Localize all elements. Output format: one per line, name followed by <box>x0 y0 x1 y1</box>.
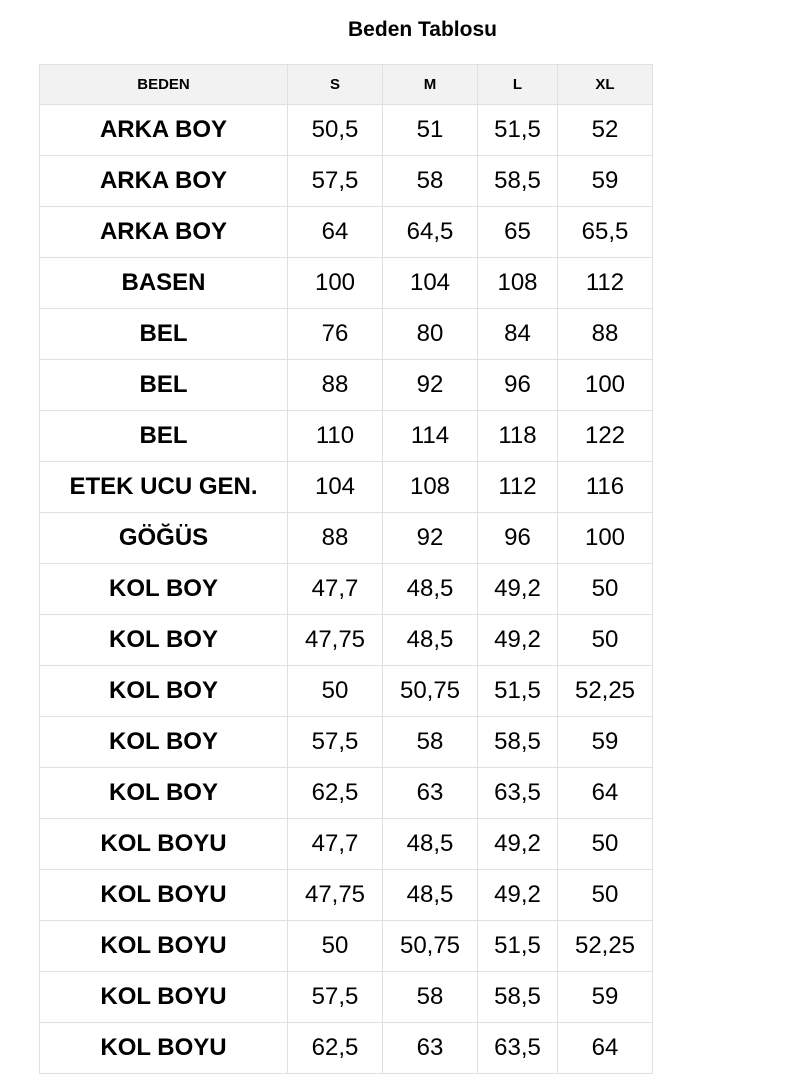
table-row <box>40 513 653 564</box>
value-cell-s: 47,75 <box>288 615 383 666</box>
table-row <box>40 156 653 207</box>
table-row <box>40 360 653 411</box>
value-cell-s: 62,5 <box>288 768 383 819</box>
value-cell-l: 51,5 <box>478 921 558 972</box>
row-label: KOL BOY <box>40 666 288 717</box>
header-cell-size: BEDEN <box>40 65 288 105</box>
table-row <box>40 666 653 717</box>
value-cell-m: 114 <box>383 411 478 462</box>
row-label: ETEK UCU GEN. <box>40 462 288 513</box>
value-cell-xl: 52,25 <box>558 921 653 972</box>
value-cell-m: 108 <box>383 462 478 513</box>
value-cell-s: 50 <box>288 921 383 972</box>
value-cell-m: 50,75 <box>383 921 478 972</box>
row-label: KOL BOYU <box>40 921 288 972</box>
value-cell-l: 96 <box>478 360 558 411</box>
table-row <box>40 717 653 768</box>
value-cell-s: 47,7 <box>288 564 383 615</box>
value-cell-xl: 50 <box>558 564 653 615</box>
value-cell-xl: 52,25 <box>558 666 653 717</box>
value-cell-l: 65 <box>478 207 558 258</box>
row-label: KOL BOY <box>40 768 288 819</box>
value-cell-xl: 100 <box>558 513 653 564</box>
value-cell-l: 63,5 <box>478 1023 558 1074</box>
value-cell-xl: 88 <box>558 309 653 360</box>
value-cell-m: 63 <box>383 1023 478 1074</box>
row-label: ARKA BOY <box>40 207 288 258</box>
value-cell-s: 57,5 <box>288 972 383 1023</box>
value-cell-xl: 100 <box>558 360 653 411</box>
value-cell-l: 51,5 <box>478 666 558 717</box>
value-cell-l: 58,5 <box>478 156 558 207</box>
value-cell-m: 50,75 <box>383 666 478 717</box>
value-cell-m: 58 <box>383 156 478 207</box>
table-row <box>40 105 653 156</box>
value-cell-s: 88 <box>288 360 383 411</box>
table-row <box>40 309 653 360</box>
value-cell-l: 63,5 <box>478 768 558 819</box>
header-row <box>40 65 653 105</box>
value-cell-l: 118 <box>478 411 558 462</box>
value-cell-xl: 50 <box>558 819 653 870</box>
value-cell-l: 108 <box>478 258 558 309</box>
header-cell-m: M <box>383 65 478 105</box>
table-row <box>40 411 653 462</box>
value-cell-l: 96 <box>478 513 558 564</box>
value-cell-m: 48,5 <box>383 564 478 615</box>
row-label: KOL BOY <box>40 717 288 768</box>
header-cell-l: L <box>478 65 558 105</box>
value-cell-s: 76 <box>288 309 383 360</box>
table-row <box>40 564 653 615</box>
row-label: BEL <box>40 360 288 411</box>
value-cell-xl: 59 <box>558 717 653 768</box>
row-label: ARKA BOY <box>40 105 288 156</box>
table-row <box>40 207 653 258</box>
value-cell-l: 84 <box>478 309 558 360</box>
page-title: Beden Tablosu <box>348 18 497 41</box>
value-cell-s: 50,5 <box>288 105 383 156</box>
table-row <box>40 768 653 819</box>
value-cell-m: 104 <box>383 258 478 309</box>
table-row <box>40 921 653 972</box>
value-cell-xl: 59 <box>558 972 653 1023</box>
value-cell-m: 63 <box>383 768 478 819</box>
value-cell-l: 49,2 <box>478 819 558 870</box>
value-cell-l: 49,2 <box>478 564 558 615</box>
value-cell-l: 49,2 <box>478 615 558 666</box>
value-cell-s: 64 <box>288 207 383 258</box>
value-cell-s: 57,5 <box>288 717 383 768</box>
row-label: BEL <box>40 411 288 462</box>
value-cell-l: 51,5 <box>478 105 558 156</box>
table-row <box>40 1023 653 1074</box>
table-row <box>40 972 653 1023</box>
value-cell-xl: 112 <box>558 258 653 309</box>
value-cell-m: 58 <box>383 972 478 1023</box>
row-label: KOL BOYU <box>40 1023 288 1074</box>
row-label: KOL BOYU <box>40 972 288 1023</box>
value-cell-xl: 116 <box>558 462 653 513</box>
value-cell-s: 47,75 <box>288 870 383 921</box>
value-cell-s: 104 <box>288 462 383 513</box>
value-cell-xl: 50 <box>558 870 653 921</box>
table-row <box>40 258 653 309</box>
value-cell-xl: 52 <box>558 105 653 156</box>
row-label: KOL BOY <box>40 615 288 666</box>
row-label: KOL BOYU <box>40 870 288 921</box>
value-cell-s: 57,5 <box>288 156 383 207</box>
value-cell-xl: 50 <box>558 615 653 666</box>
value-cell-s: 50 <box>288 666 383 717</box>
value-cell-l: 112 <box>478 462 558 513</box>
table-body <box>40 105 653 1074</box>
value-cell-s: 88 <box>288 513 383 564</box>
table-row <box>40 870 653 921</box>
value-cell-m: 48,5 <box>383 819 478 870</box>
table-header <box>40 65 653 105</box>
value-cell-m: 58 <box>383 717 478 768</box>
value-cell-m: 64,5 <box>383 207 478 258</box>
row-label: KOL BOY <box>40 564 288 615</box>
size-table <box>39 64 653 1074</box>
header-cell-s: S <box>288 65 383 105</box>
row-label: BASEN <box>40 258 288 309</box>
value-cell-l: 58,5 <box>478 717 558 768</box>
value-cell-s: 47,7 <box>288 819 383 870</box>
row-label: ARKA BOY <box>40 156 288 207</box>
value-cell-s: 100 <box>288 258 383 309</box>
value-cell-s: 62,5 <box>288 1023 383 1074</box>
value-cell-m: 48,5 <box>383 615 478 666</box>
value-cell-m: 48,5 <box>383 870 478 921</box>
row-label: GÖĞÜS <box>40 513 288 564</box>
row-label: KOL BOYU <box>40 819 288 870</box>
row-label: BEL <box>40 309 288 360</box>
value-cell-l: 49,2 <box>478 870 558 921</box>
value-cell-m: 51 <box>383 105 478 156</box>
value-cell-m: 92 <box>383 360 478 411</box>
value-cell-xl: 64 <box>558 768 653 819</box>
value-cell-m: 92 <box>383 513 478 564</box>
header-cell-xl: XL <box>558 65 653 105</box>
value-cell-xl: 65,5 <box>558 207 653 258</box>
table-row <box>40 615 653 666</box>
value-cell-l: 58,5 <box>478 972 558 1023</box>
value-cell-xl: 122 <box>558 411 653 462</box>
table-row <box>40 819 653 870</box>
table-row <box>40 462 653 513</box>
value-cell-xl: 64 <box>558 1023 653 1074</box>
value-cell-xl: 59 <box>558 156 653 207</box>
value-cell-m: 80 <box>383 309 478 360</box>
value-cell-s: 110 <box>288 411 383 462</box>
